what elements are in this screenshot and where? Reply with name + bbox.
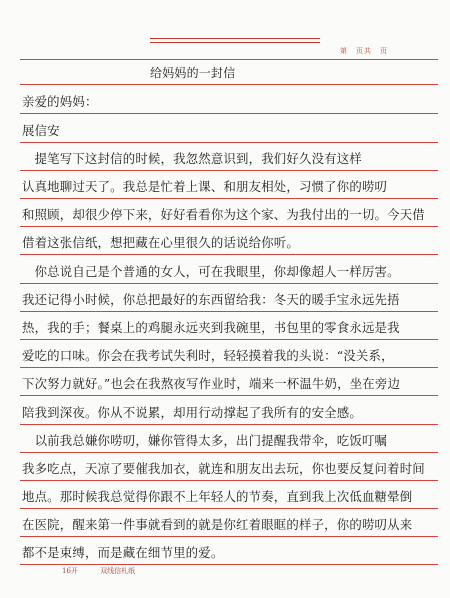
letter-line: 陪我到深夜。你从不说累，却用行动撑起了我所有的安全感。 xyxy=(22,406,362,420)
letter-line: 热，我的手；餐桌上的鸡腿永远夹到我碗里，书包里的零食永远是我 xyxy=(22,321,400,335)
footer-sheet-size: 16开 xyxy=(62,567,78,575)
header-rule-bottom xyxy=(150,42,320,43)
letter-line: 提笔写下这封信的时候，我忽然意识到，我们好久没有这样 xyxy=(22,152,362,166)
letter-line: 借着这张信纸，想把藏在心里很久的话说给你听。 xyxy=(22,236,299,250)
letter-line: 和照顾，却很少停下来，好好看看你为这个家、为我付出的一切。今天借 xyxy=(22,208,425,222)
letter-line: 你总说自己是个普通的女人，可在我眼里，你却像超人一样厉害。 xyxy=(22,265,400,279)
letter-line: 都不是束缚，而是藏在细节里的爱。 xyxy=(22,546,224,560)
ruled-line xyxy=(20,424,438,425)
ruled-line xyxy=(20,254,438,255)
ruled-line xyxy=(20,142,438,143)
letter-line: 在医院，醒来第一件事就看到的就是你红着眼眶的样子，你的唠叨从来 xyxy=(22,518,413,532)
letter-line: 下次努力就好。”也会在我熬夜写作业时，端来一杯温牛奶，坐在旁边 xyxy=(22,377,401,391)
letter-line: 认真地聊过天了。我总是忙着上课、和朋友相处，习惯了你的唠叨 xyxy=(22,180,388,194)
ruled-line xyxy=(20,480,438,481)
ruled-line xyxy=(20,564,438,565)
letter-line: 我还记得小时候，你总把最好的东西留给我：冬天的暖手宝永远先捂 xyxy=(22,293,400,307)
ruled-line xyxy=(20,113,438,114)
ruled-line xyxy=(20,226,438,227)
ruled-line xyxy=(20,452,438,453)
letter-line: 爱吃的口味。你会在我考试失利时，轻轻摸着我的头说：“没关系， xyxy=(22,349,394,363)
ruled-line xyxy=(20,170,438,171)
ruled-line xyxy=(20,367,438,368)
sheet-footer xyxy=(62,566,155,576)
ruled-line xyxy=(20,395,438,396)
letter-line: 地点。那时候我总觉得你跟不上年轻人的节奏，直到我上次低血糖晕倒 xyxy=(22,490,413,504)
letter-line: 展信安 xyxy=(22,124,60,138)
header-rule-top xyxy=(150,38,320,39)
ruled-line xyxy=(20,283,438,284)
letter-line: 以前我总嫌你唠叨，嫌你管得太多，出门提醒我带伞，吃饭叮嘱 xyxy=(22,434,388,448)
ruled-line xyxy=(20,84,438,85)
ruled-line xyxy=(20,59,438,60)
letter-line: 亲爱的妈妈： xyxy=(22,95,98,109)
ruled-line xyxy=(20,311,438,312)
footer-sheet-type: 双线信札纸 xyxy=(100,567,136,575)
letter-title: 给妈妈的一封信 xyxy=(150,66,236,80)
ruled-line xyxy=(20,198,438,199)
ruled-line xyxy=(20,536,438,537)
letter-line: 我多吃点，天凉了要催我加衣，就连和朋友出去玩，你也要反复问着时间 xyxy=(22,462,425,476)
ruled-line xyxy=(20,508,438,509)
page-indicator: 第 页共 页 xyxy=(340,47,388,55)
ruled-line xyxy=(20,339,438,340)
